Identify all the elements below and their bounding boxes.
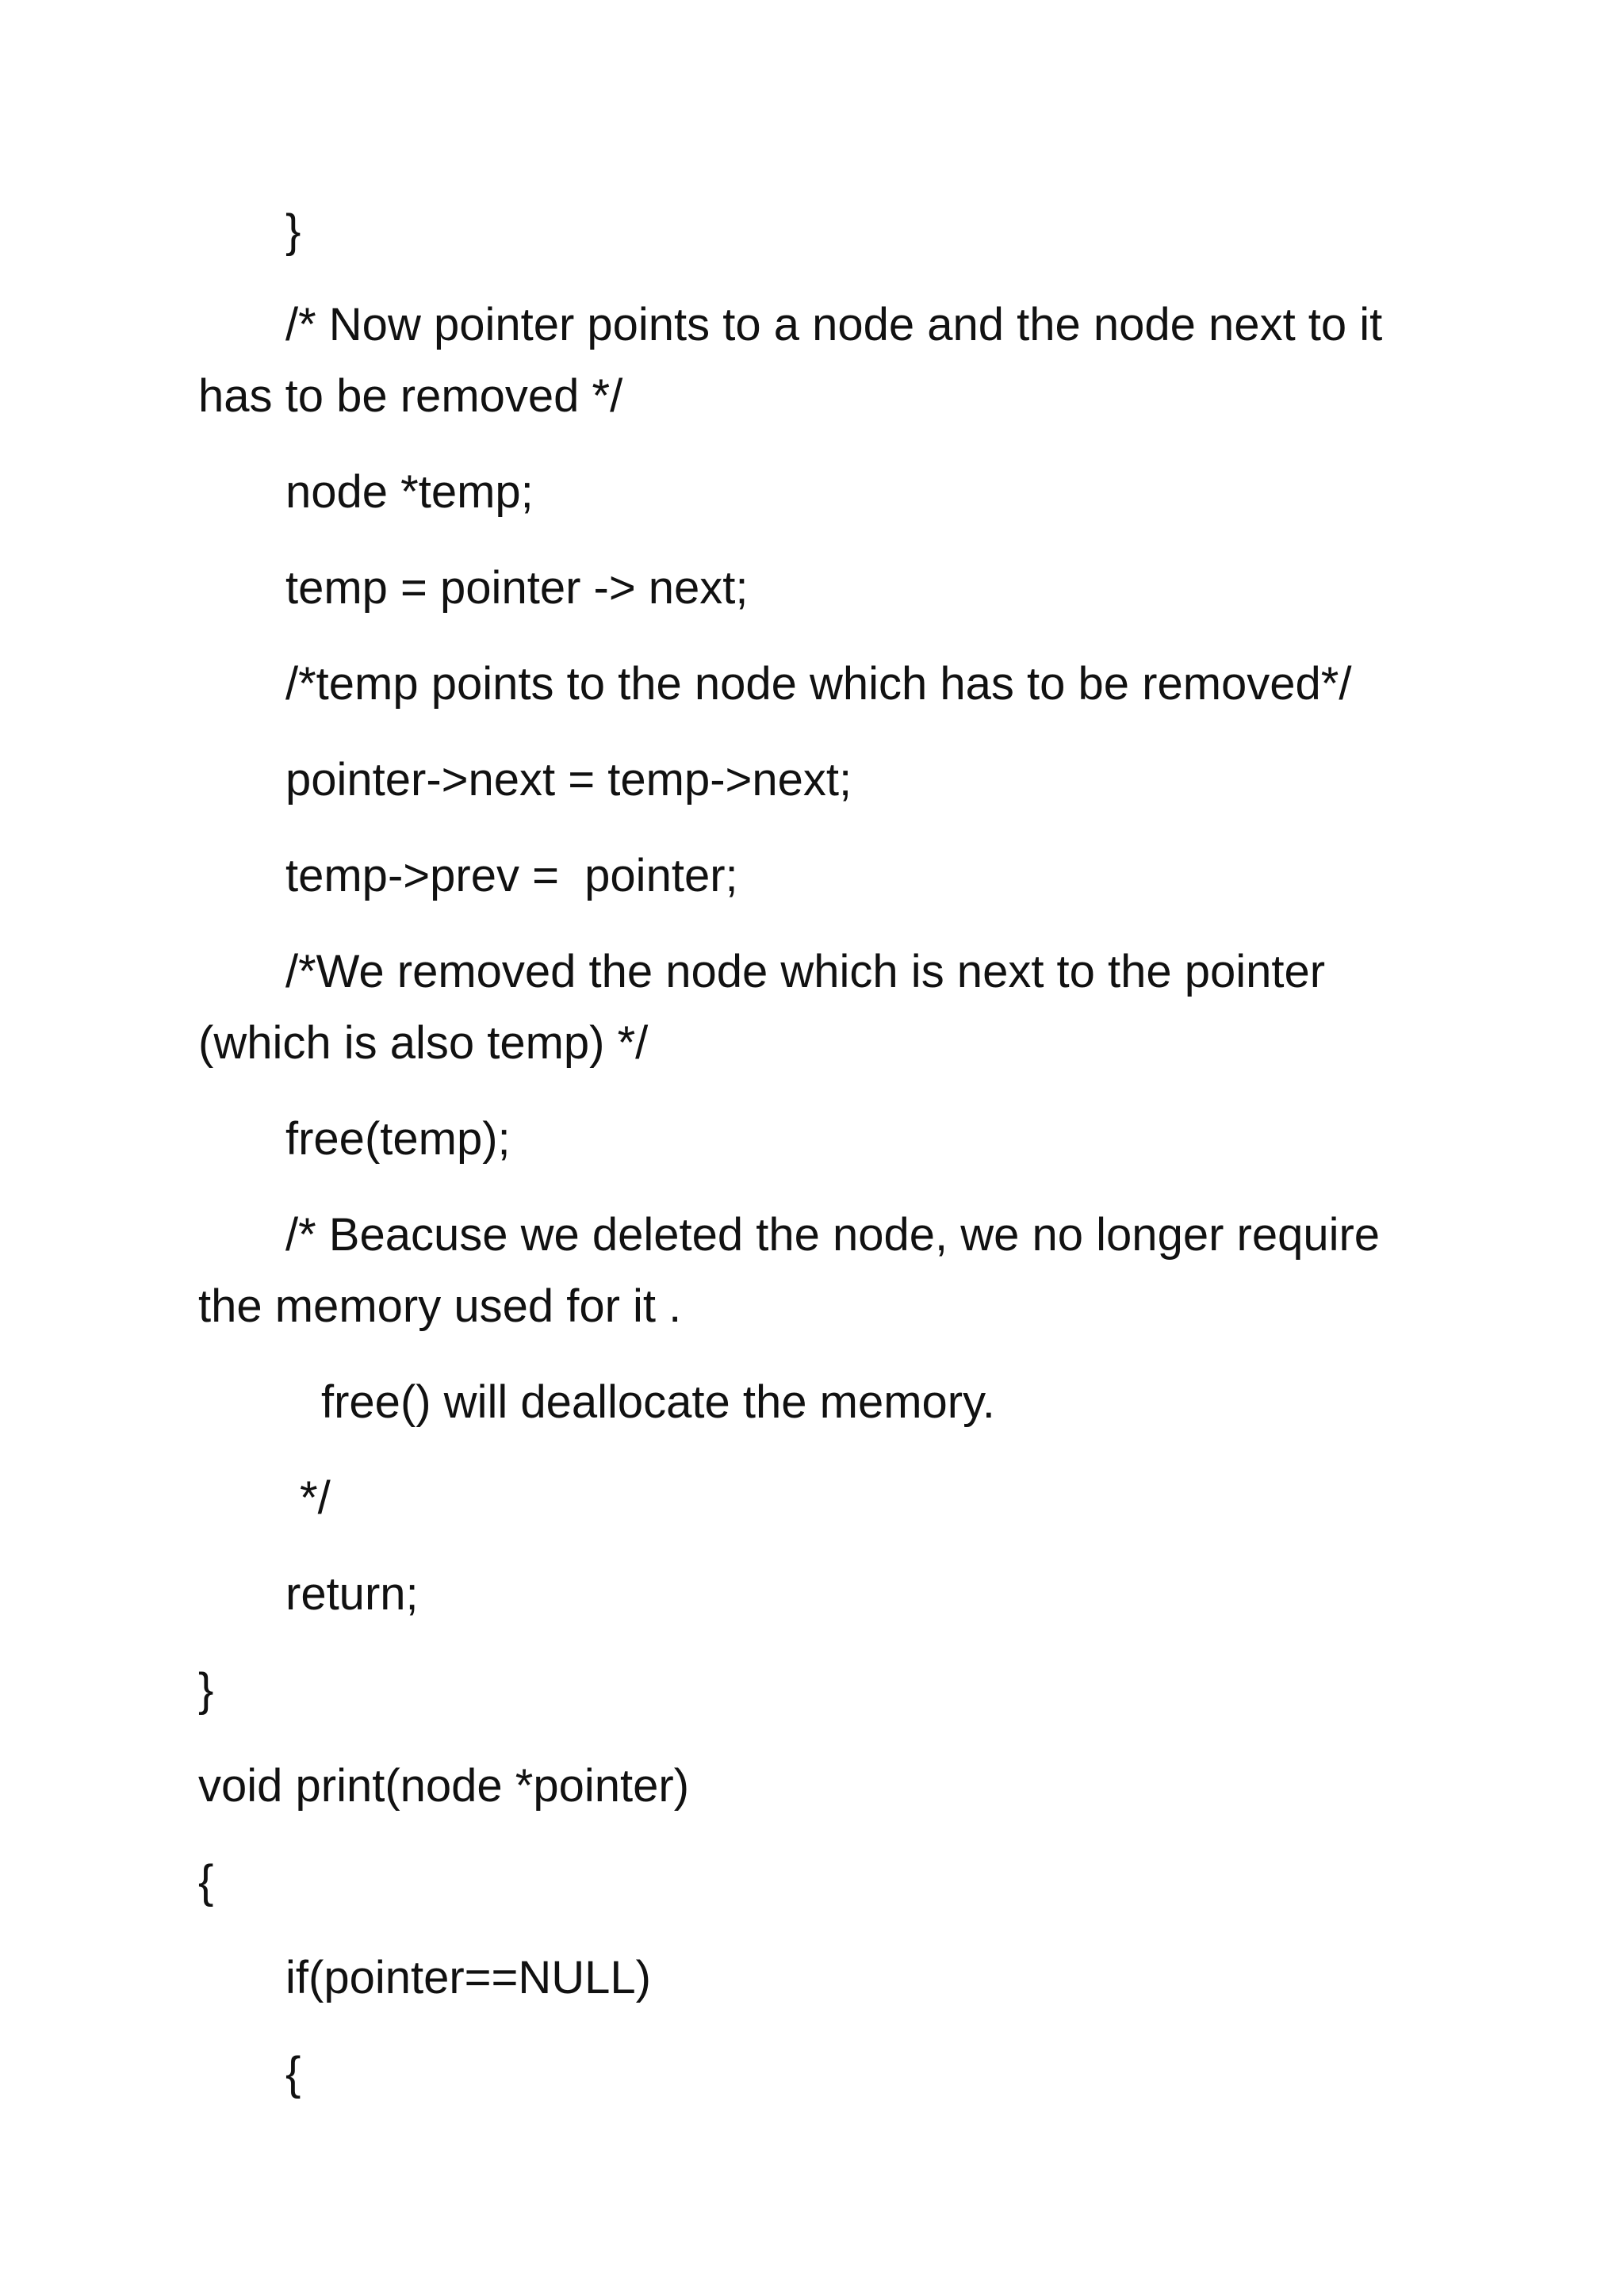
code-line: pointer->next = temp->next; [285,754,852,806]
code-line: if(pointer==NULL) [285,1952,651,2003]
comment-line: /*We removed the node which is next to the pointer [285,946,1326,997]
code-line: void print(node *pointer) [198,1760,690,1812]
comment-line: /* Beacuse we deleted the node, we no longer require [285,1209,1381,1261]
code-line: temp->prev = pointer; [285,850,738,901]
code-line: free(temp); [285,1113,511,1165]
code-line: { [285,2048,301,2099]
comment-line: /*temp points to the node which has to be removed*/ [285,658,1352,710]
comment-line: (which is also temp) */ [198,1017,649,1069]
comment-line: free() will deallocate the memory. [321,1376,995,1428]
comment-line: /* Now pointer points to a node and the node next to it [285,299,1383,350]
comment-line: */ [300,1472,331,1524]
code-line: } [285,205,301,257]
comment-line: the memory used for it . [198,1280,682,1332]
code-line: node *temp; [285,466,534,518]
code-line: return; [285,1568,419,1620]
comment-line: has to be removed */ [198,370,623,422]
code-line: } [198,1664,214,1716]
code-line: { [198,1856,214,1908]
code-line: temp = pointer -> next; [285,562,749,614]
